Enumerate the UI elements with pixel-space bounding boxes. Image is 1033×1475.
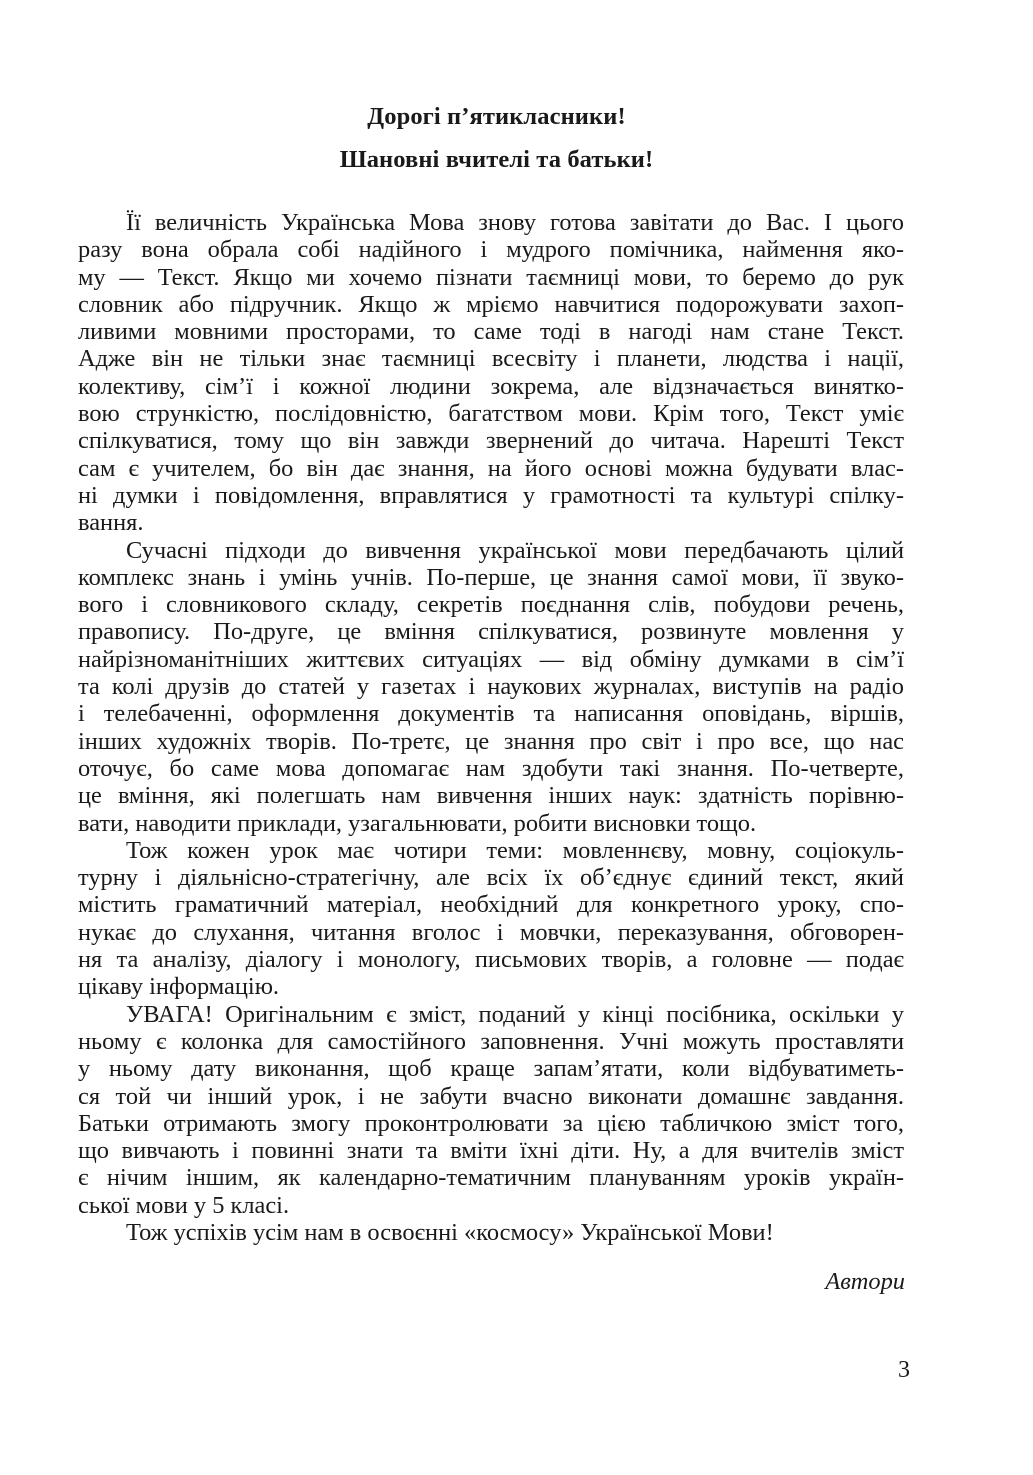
paragraph-line: комплекс знань і умінь учнів. По-перше, це знання самої мови, її звуко- (78, 563, 904, 591)
paragraph-line: Сучасні підходи до вивчення української мови передбачають цілий (126, 536, 904, 564)
paragraph-line: вання. (78, 509, 144, 537)
paragraph-line: спілкуватися, тому що він завжди звернений до читача. Нарешті Текст (78, 427, 904, 455)
paragraph-line: нукає до слухання, читання вголос і мовчки, переказування, обговорен- (78, 918, 904, 946)
paragraph-line: що вивчають і повинні знати та вміти їхні діти. Ну, а для вчителів зміст (78, 1137, 904, 1165)
paragraph-line: словник або підручник. Якщо ж мріємо навчитися подорожувати захоп- (78, 290, 904, 318)
paragraph-line: турну і діяльнісно-стратегічну, але всіх їх об’єднує єдиний текст, який (78, 864, 904, 892)
paragraph-line: ні думки і повідомлення, вправлятися у грамотності та культурі спілку- (78, 481, 904, 509)
paragraph-line: це вміння, які полегшать нам вивчення інших наук: здатність порівню- (78, 782, 904, 810)
paragraph-line: ливими мовними просторами, то саме тоді в нагоді нам стане Текст. (78, 318, 904, 346)
paragraph-line: Тож кожен урок має чотири теми: мовленнєву, мовну, соціокуль- (126, 836, 904, 864)
paragraph-line: оточує, бо саме мова допомагає нам здобути такі знання. По-четверте, (78, 754, 904, 782)
paragraph-line: найрізноманітніших життєвих ситуаціях — від обміну думками в сім’ї (78, 645, 904, 673)
paragraph-line: сам є учителем, бо він дає знання, на його основі можна будувати влас- (78, 454, 904, 482)
paragraph-line: вою стрункістю, послідовністю, багатством мови. Крім того, Текст уміє (78, 400, 904, 428)
paragraph-line: разу вона обрала собі надійного і мудрого помічника, наймення яко- (78, 236, 904, 264)
body-text (78, 209, 904, 1246)
paragraph-line: ньому є колонка для самостійного заповнення. Учні можуть проставляти (78, 1027, 904, 1055)
page-number: 3 (898, 1357, 910, 1383)
paragraph-line: є нічим іншим, як календарно-тематичним плануванням уроків україн- (78, 1164, 904, 1192)
paragraph-line: Її величність Українська Мова знову готова завітати до Вас. І цього (126, 209, 904, 236)
paragraph-line: ня та аналізу, діалогу і монологу, письмових творів, а головне — подає (78, 946, 904, 974)
paragraph-line: цікаву інформацію. (78, 973, 280, 1001)
paragraph-line: колективу, сім’ї і кожної людини зокрема, але відзначається винятко- (78, 372, 904, 400)
paragraph-line: Батьки отримають змогу проконтролювати за цією табличкою зміст того, (78, 1109, 904, 1137)
paragraph-line: і телебаченні, оформлення документів та написання оповідань, віршів, (78, 700, 904, 728)
paragraph-line: інших художніх творів. По-третє, це знання про світ і про все, що нас (78, 727, 904, 755)
paragraph-line: у ньому дату виконання, щоб краще запам’ятати, коли відбуватиметь- (78, 1055, 904, 1083)
paragraph-line: Адже він не тільки знає таємниці всесвіту і планети, людства і нації, (78, 345, 904, 373)
greeting-heading: Дорогі п’ятикласники! (367, 103, 626, 130)
paragraph-line: УВАГА! Оригінальним є зміст, поданий у кінці посібника, оскільки у (126, 1000, 904, 1028)
paragraph-line: ся той чи інший урок, і не забути вчасно виконати домашнє завдання. (78, 1082, 904, 1110)
paragraph-line: та колі друзів до статей у газетах і наукових журналах, виступів на радіо (78, 673, 904, 701)
signature: Автори (825, 1268, 905, 1295)
paragraph-line: вати, наводити приклади, узагальнювати, робити висновки тощо. (78, 809, 757, 837)
paragraph-line: правопису. По-друге, це вміння спілкуватися, розвинуте мовлення у (78, 618, 904, 646)
greeting-subheading: Шановні вчителі та батьки! (339, 146, 654, 173)
paragraph-line: вого і словникового складу, секретів поєднання слів, побудови речень, (78, 591, 904, 619)
paragraph-line: му — Текст. Якщо ми хочемо пізнати таємниці мови, то беремо до рук (78, 263, 904, 291)
paragraph-line: містить граматичний матеріал, необхідний для конкретного уроку, спо- (78, 891, 904, 919)
paragraph-line: ської мови у 5 класі. (78, 1191, 290, 1219)
paragraph-line: Тож успіхів усім нам в освоєнні «космосу» Української Мови! (126, 1218, 774, 1246)
